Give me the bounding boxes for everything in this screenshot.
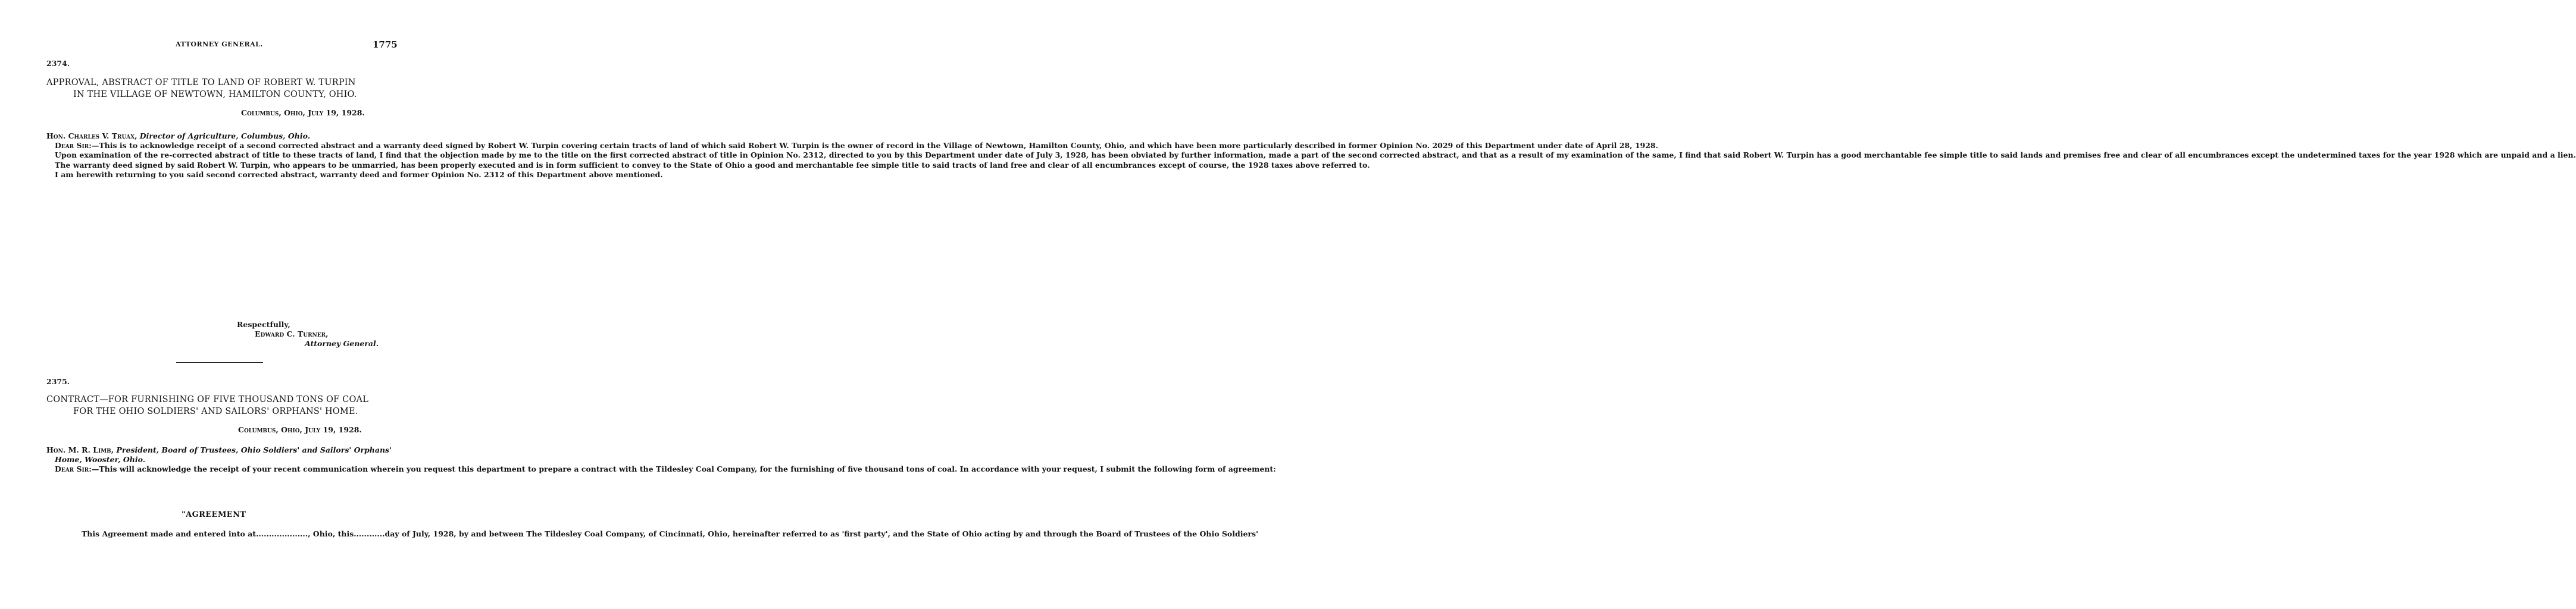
closing: Respectfully, xyxy=(237,320,290,329)
opinion-title xyxy=(46,394,368,417)
opinion-title-line: CONTRACT—FOR FURNISHING OF FIVE THOUSAND TONS OF COAL xyxy=(46,395,369,404)
addressee-name: Hon. M. R. Limb, xyxy=(46,445,114,454)
paragraph xyxy=(46,464,1276,474)
paragraph: I am herewith returning to you said second corrected abstract, warranty deed and former Opinion No. 2312 of this Department above mentioned. xyxy=(55,169,663,179)
paragraph: Upon examination of the re-corrected abstract of title to these tracts of land, I find that the objection made by me to the title on the first corrected abstract of title in Opinion No. 2312, directed to you by this Department under date of July 3, 1928, has been obviated by further information, made a part of the second corrected abstract, and that as a result of my examination of the same, I find that said Robert W. Turpin has a good merchantable fee simple title to said lands and premises free and clear of all encumbrances except the undetermined taxes for the year 1928 which are unpaid and a lien. xyxy=(55,150,2576,160)
agreement-body xyxy=(61,528,1258,540)
page-number: 1775 xyxy=(373,39,398,50)
signer-name: Edward C. Turner, xyxy=(255,329,329,338)
addressee-title: President, Board of Trustees, Ohio Soldiers' and Sailors' Orphans' xyxy=(116,445,392,454)
salutation: Dear Sir: xyxy=(55,141,92,150)
paragraph: The warranty deed signed by said Robert W. Turpin, who appears to be unmarried, has been properly executed and is in form sufficient to convey to the State of Ohio a good and merchantable fee simple title to said tracts of land free and clear of all encumbrances except of course, the 1928 taxes above referred to. xyxy=(55,160,1370,169)
section-divider xyxy=(176,362,263,363)
opinion-number: 2375. xyxy=(46,377,70,386)
paragraph xyxy=(46,141,1658,150)
opinion-title-line: IN THE VILLAGE OF NEWTOWN, HAMILTON COUNTY, OHIO. xyxy=(73,90,357,99)
dateline: Columbus, Ohio, July 19, 1928. xyxy=(241,108,365,117)
page-header xyxy=(0,39,458,51)
letter-body xyxy=(46,445,1276,475)
running-head: ATTORNEY GENERAL. xyxy=(176,40,263,48)
opinion-title xyxy=(46,77,357,101)
agreement-paragraph: This Agreement made and entered into at...................., Ohio, this............day of July, 1928, by and between The Tildesley Coal Company, of Cincinnati, Ohio, hereinafter referred to as 'first party', and the State of Ohio acting by and through the Board of Trustees of the Ohio Soldiers' xyxy=(82,529,1258,538)
signer-title: Attorney General. xyxy=(305,339,379,348)
salutation: Dear Sir: xyxy=(55,464,92,474)
opinion-title-line: FOR THE OHIO SOLDIERS' AND SAILORS' ORPHANS' HOME. xyxy=(73,407,358,416)
addressee-title: Home, Wooster, Ohio. xyxy=(55,455,146,464)
addressee-name: Hon. Charles V. Truax, xyxy=(46,131,137,140)
addressee xyxy=(46,445,395,455)
letter-body xyxy=(46,131,2576,180)
opinion-title-line: APPROVAL, ABSTRACT OF TITLE TO LAND OF ROBERT W. TURPIN xyxy=(46,78,356,87)
addressee-title: Director of Agriculture, Columbus, Ohio. xyxy=(139,131,311,140)
paragraph-text: —This will acknowledge the receipt of your recent communication wherein you request this department to prepare a contract with the Tildesley Coal Company, for the furnishing of five thousand tons of coal. In accordance with your request, I submit the following form of agreement: xyxy=(91,464,1276,474)
dateline: Columbus, Ohio, July 19, 1928. xyxy=(238,425,362,434)
agreement-heading: "AGREEMENT xyxy=(182,510,246,519)
paragraph-text: —This is to acknowledge receipt of a second corrected abstract and a warranty deed signed by Robert W. Turpin covering certain tracts of land of which said Robert W. Turpin is the owner of record in the Village of Newtown, Hamilton County, Ohio, and which have been more particularly described in former Opinion No. 2029 of this Department under date of April 28, 1928. xyxy=(91,141,1658,150)
opinion-number: 2374. xyxy=(46,59,70,68)
addressee xyxy=(46,131,395,141)
